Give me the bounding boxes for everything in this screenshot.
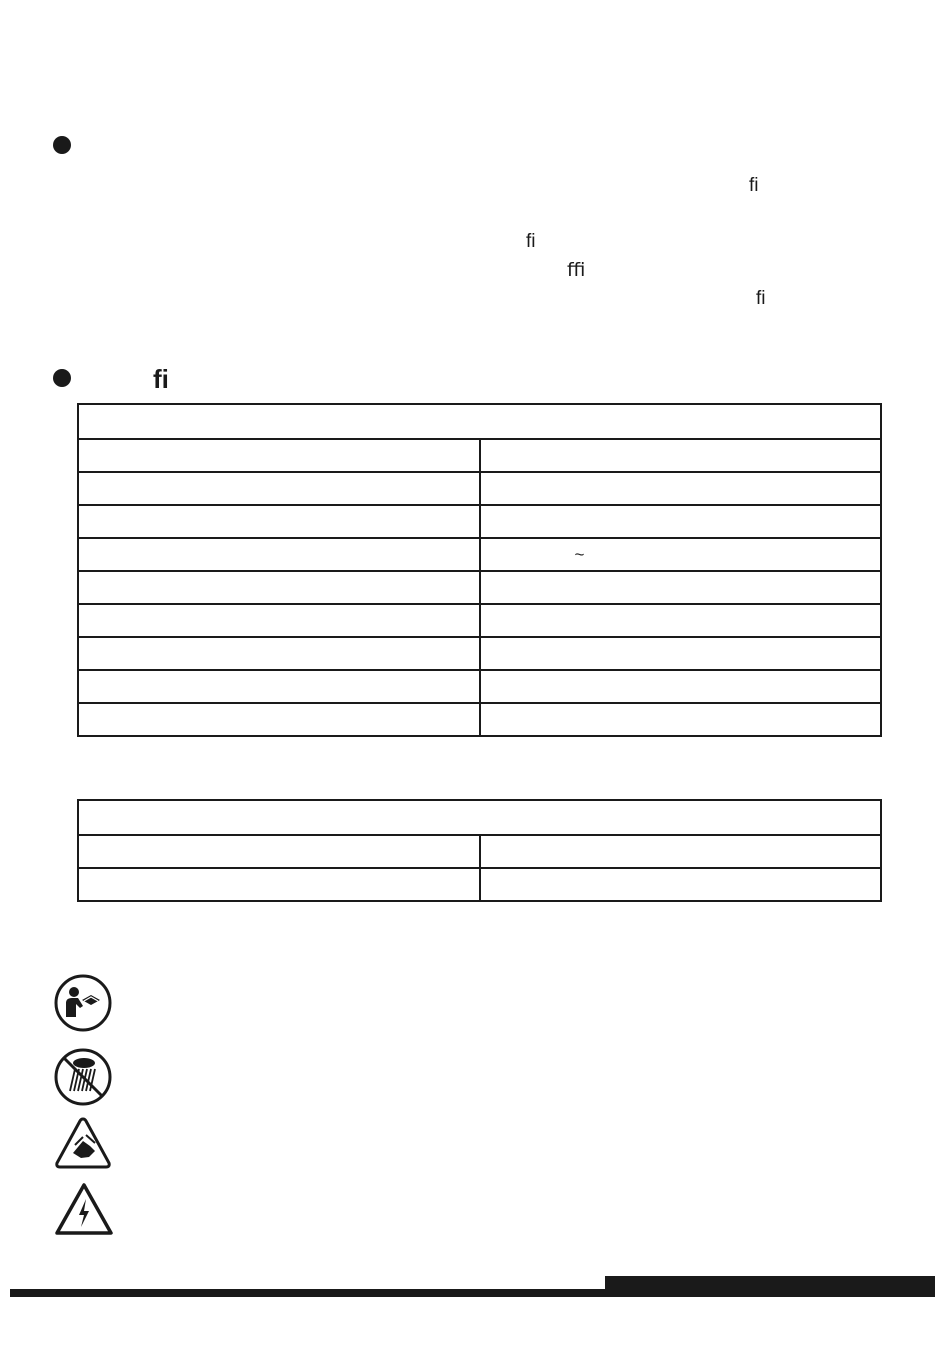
table-row [78,604,881,637]
table2-header [78,800,881,835]
table1-label [78,505,480,538]
sharp-blade-warning-icon [53,1115,113,1171]
table-row [78,835,881,868]
table2-header-row [78,800,881,835]
table1-label [78,637,480,670]
table1-value [480,637,882,670]
electric-shock-warning-icon [53,1181,115,1237]
section1-bullet [53,136,71,154]
table-row [78,571,881,604]
table1-value [480,670,882,703]
table1-label [78,604,480,637]
table1-label [78,571,480,604]
table1-label [78,703,480,736]
table1-value [480,604,882,637]
table1-value [480,505,882,538]
table1-value [480,571,882,604]
section2-heading: ﬁ [153,364,169,394]
table1-label [78,472,480,505]
table-row [78,439,881,472]
table1-value [480,703,882,736]
spec-table-1 [77,403,882,737]
table2-label [78,868,480,901]
table1-value [480,472,882,505]
table1-label [78,439,480,472]
table-row [78,472,881,505]
spec-table-2 [77,799,882,902]
tilde-mark: ~ [574,544,585,564]
table-row [78,505,881,538]
table-row [78,868,881,901]
table1-header [78,404,881,439]
section1-fragment-3: ﬃ [567,260,586,281]
table1-value [480,439,882,472]
footer-tab-bar [605,1276,935,1297]
no-rain-icon [53,1047,113,1107]
section1-fragment-4: ﬁ [756,288,766,309]
table1-label [78,538,480,571]
table-row [78,703,881,736]
table1-label [78,670,480,703]
table1-header-row [78,404,881,439]
table2-value [480,868,882,901]
section1-fragment-1: ﬁ [749,175,759,196]
table2-label [78,835,480,868]
section2-bullet [53,369,71,387]
section1-fragment-2: ﬁ [526,231,536,252]
table-row [78,538,881,571]
table1-value [480,538,882,571]
read-manual-icon [53,973,113,1033]
table2-value [480,835,882,868]
table-row [78,637,881,670]
table-row [78,670,881,703]
